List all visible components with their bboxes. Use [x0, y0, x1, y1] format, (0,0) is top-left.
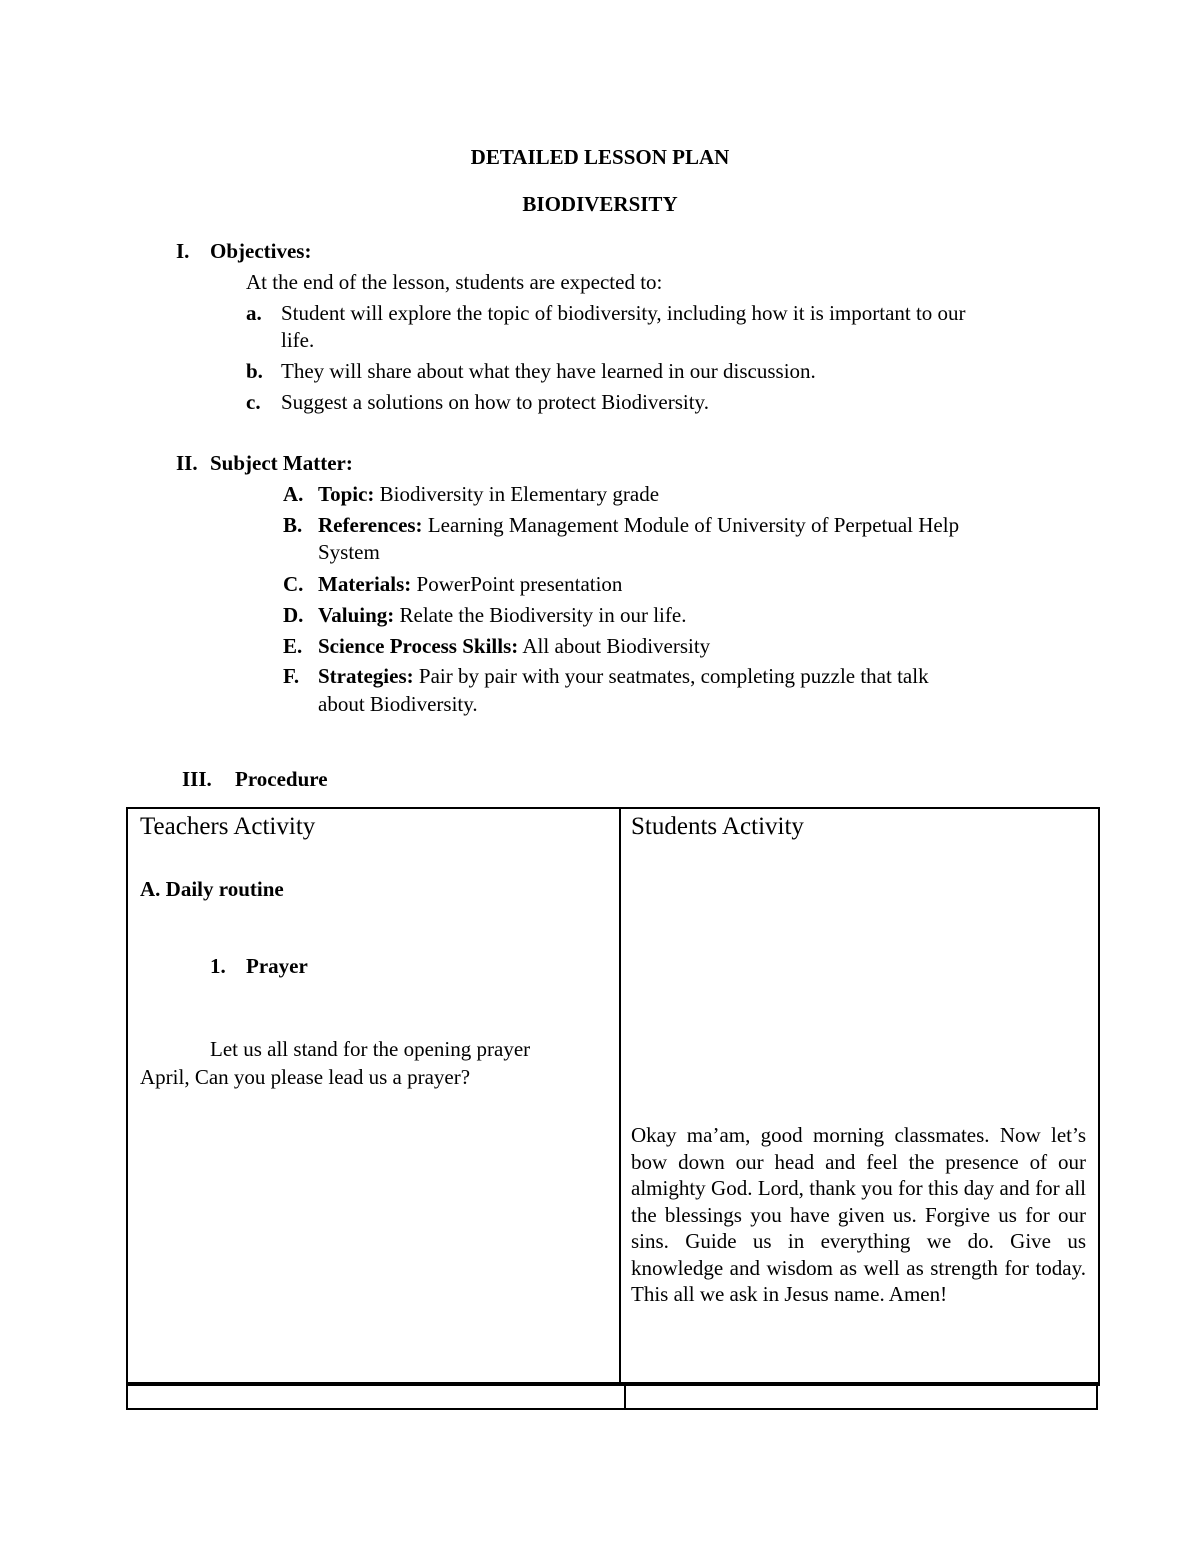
- column-divider: [624, 1382, 626, 1408]
- objective-marker: a.: [246, 301, 262, 325]
- objective-text: Student will explore the topic of biodiversity, including how it is important to our: [281, 301, 966, 325]
- subject-item-text: Biodiversity in Elementary grade: [374, 482, 660, 506]
- subject-matter-numeral: II.: [176, 451, 198, 475]
- teacher-instruction-line: April, Can you please lead us a prayer?: [140, 1065, 471, 1089]
- document-subtitle: BIODIVERSITY: [522, 192, 678, 216]
- subject-matter-heading: Subject Matter:: [210, 451, 353, 475]
- prayer-heading: Prayer: [246, 954, 308, 978]
- objectives-numeral: I.: [176, 239, 190, 263]
- subject-item-text: Learning Management Module of University of Perpetual Help: [422, 513, 960, 537]
- subject-item-label: Topic:: [318, 482, 375, 506]
- subject-item: [318, 634, 710, 659]
- subject-item: [318, 572, 622, 597]
- objectives-intro: At the end of the lesson, students are expected to:: [246, 270, 663, 294]
- teacher-activity-cell: [127, 808, 620, 1385]
- teacher-activity-header: Teachers Activity: [140, 813, 316, 840]
- objective-text: They will share about what they have learned in our discussion.: [281, 359, 816, 383]
- row-divider: [128, 1382, 1096, 1384]
- procedure-numeral: III.: [182, 767, 212, 791]
- student-activity-header: Students Activity: [631, 813, 804, 840]
- subject-item-label: Science Process Skills:: [318, 634, 519, 658]
- procedure-table-empty-row: [126, 1382, 1098, 1410]
- subject-item: [318, 603, 686, 628]
- student-activity-cell: [620, 808, 1099, 1385]
- subject-item-text: All about Biodiversity: [518, 634, 711, 658]
- subject-item-marker: C.: [283, 572, 304, 596]
- subject-item: [318, 513, 959, 538]
- subject-item-marker: F.: [283, 664, 300, 688]
- prayer-marker: 1.: [210, 954, 226, 978]
- subject-item: [318, 664, 929, 689]
- subject-item-label: Valuing:: [318, 603, 395, 627]
- subject-item-text: Relate the Biodiversity in our life.: [394, 603, 687, 627]
- subject-item-text: PowerPoint presentation: [411, 572, 623, 596]
- objectives-heading: Objectives:: [210, 239, 312, 263]
- objective-marker: b.: [246, 359, 263, 383]
- subject-item-label: Materials:: [318, 572, 412, 596]
- subject-item-label: References:: [318, 513, 423, 537]
- subject-item-marker: B.: [283, 513, 303, 537]
- objective-text: Suggest a solutions on how to protect Biodiversity.: [281, 390, 709, 414]
- daily-routine-heading: A. Daily routine: [140, 877, 284, 901]
- subject-item-text: Pair by pair with your seatmates, completing puzzle that talk: [413, 664, 929, 688]
- objective-text-continued: life.: [281, 328, 315, 352]
- objective-marker: c.: [246, 390, 261, 414]
- teacher-instruction-line: Let us all stand for the opening prayer: [210, 1037, 531, 1061]
- subject-item-marker: E.: [283, 634, 303, 658]
- subject-item-text-continued: about Biodiversity.: [318, 692, 478, 716]
- subject-item-marker: D.: [283, 603, 304, 627]
- procedure-table: [126, 807, 1100, 1386]
- procedure-heading: Procedure: [235, 767, 328, 791]
- subject-item-label: Strategies:: [318, 664, 414, 688]
- student-prayer-response: Okay ma’am, good morning classmates. Now let’s bow down our head and feel the presence of our almighty God. Lord, thank you for this day and for all the blessings you have given us. Forgive us for our sins. Guide us in everything we do. Give us knowledge and wisdom as well as strength for today. This all we ask in Jesus name. Amen!: [631, 1123, 1086, 1306]
- subject-item-text-continued: System: [318, 540, 380, 564]
- subject-item: [318, 482, 659, 507]
- document-title: DETAILED LESSON PLAN: [470, 145, 730, 169]
- subject-item-marker: A.: [283, 482, 304, 506]
